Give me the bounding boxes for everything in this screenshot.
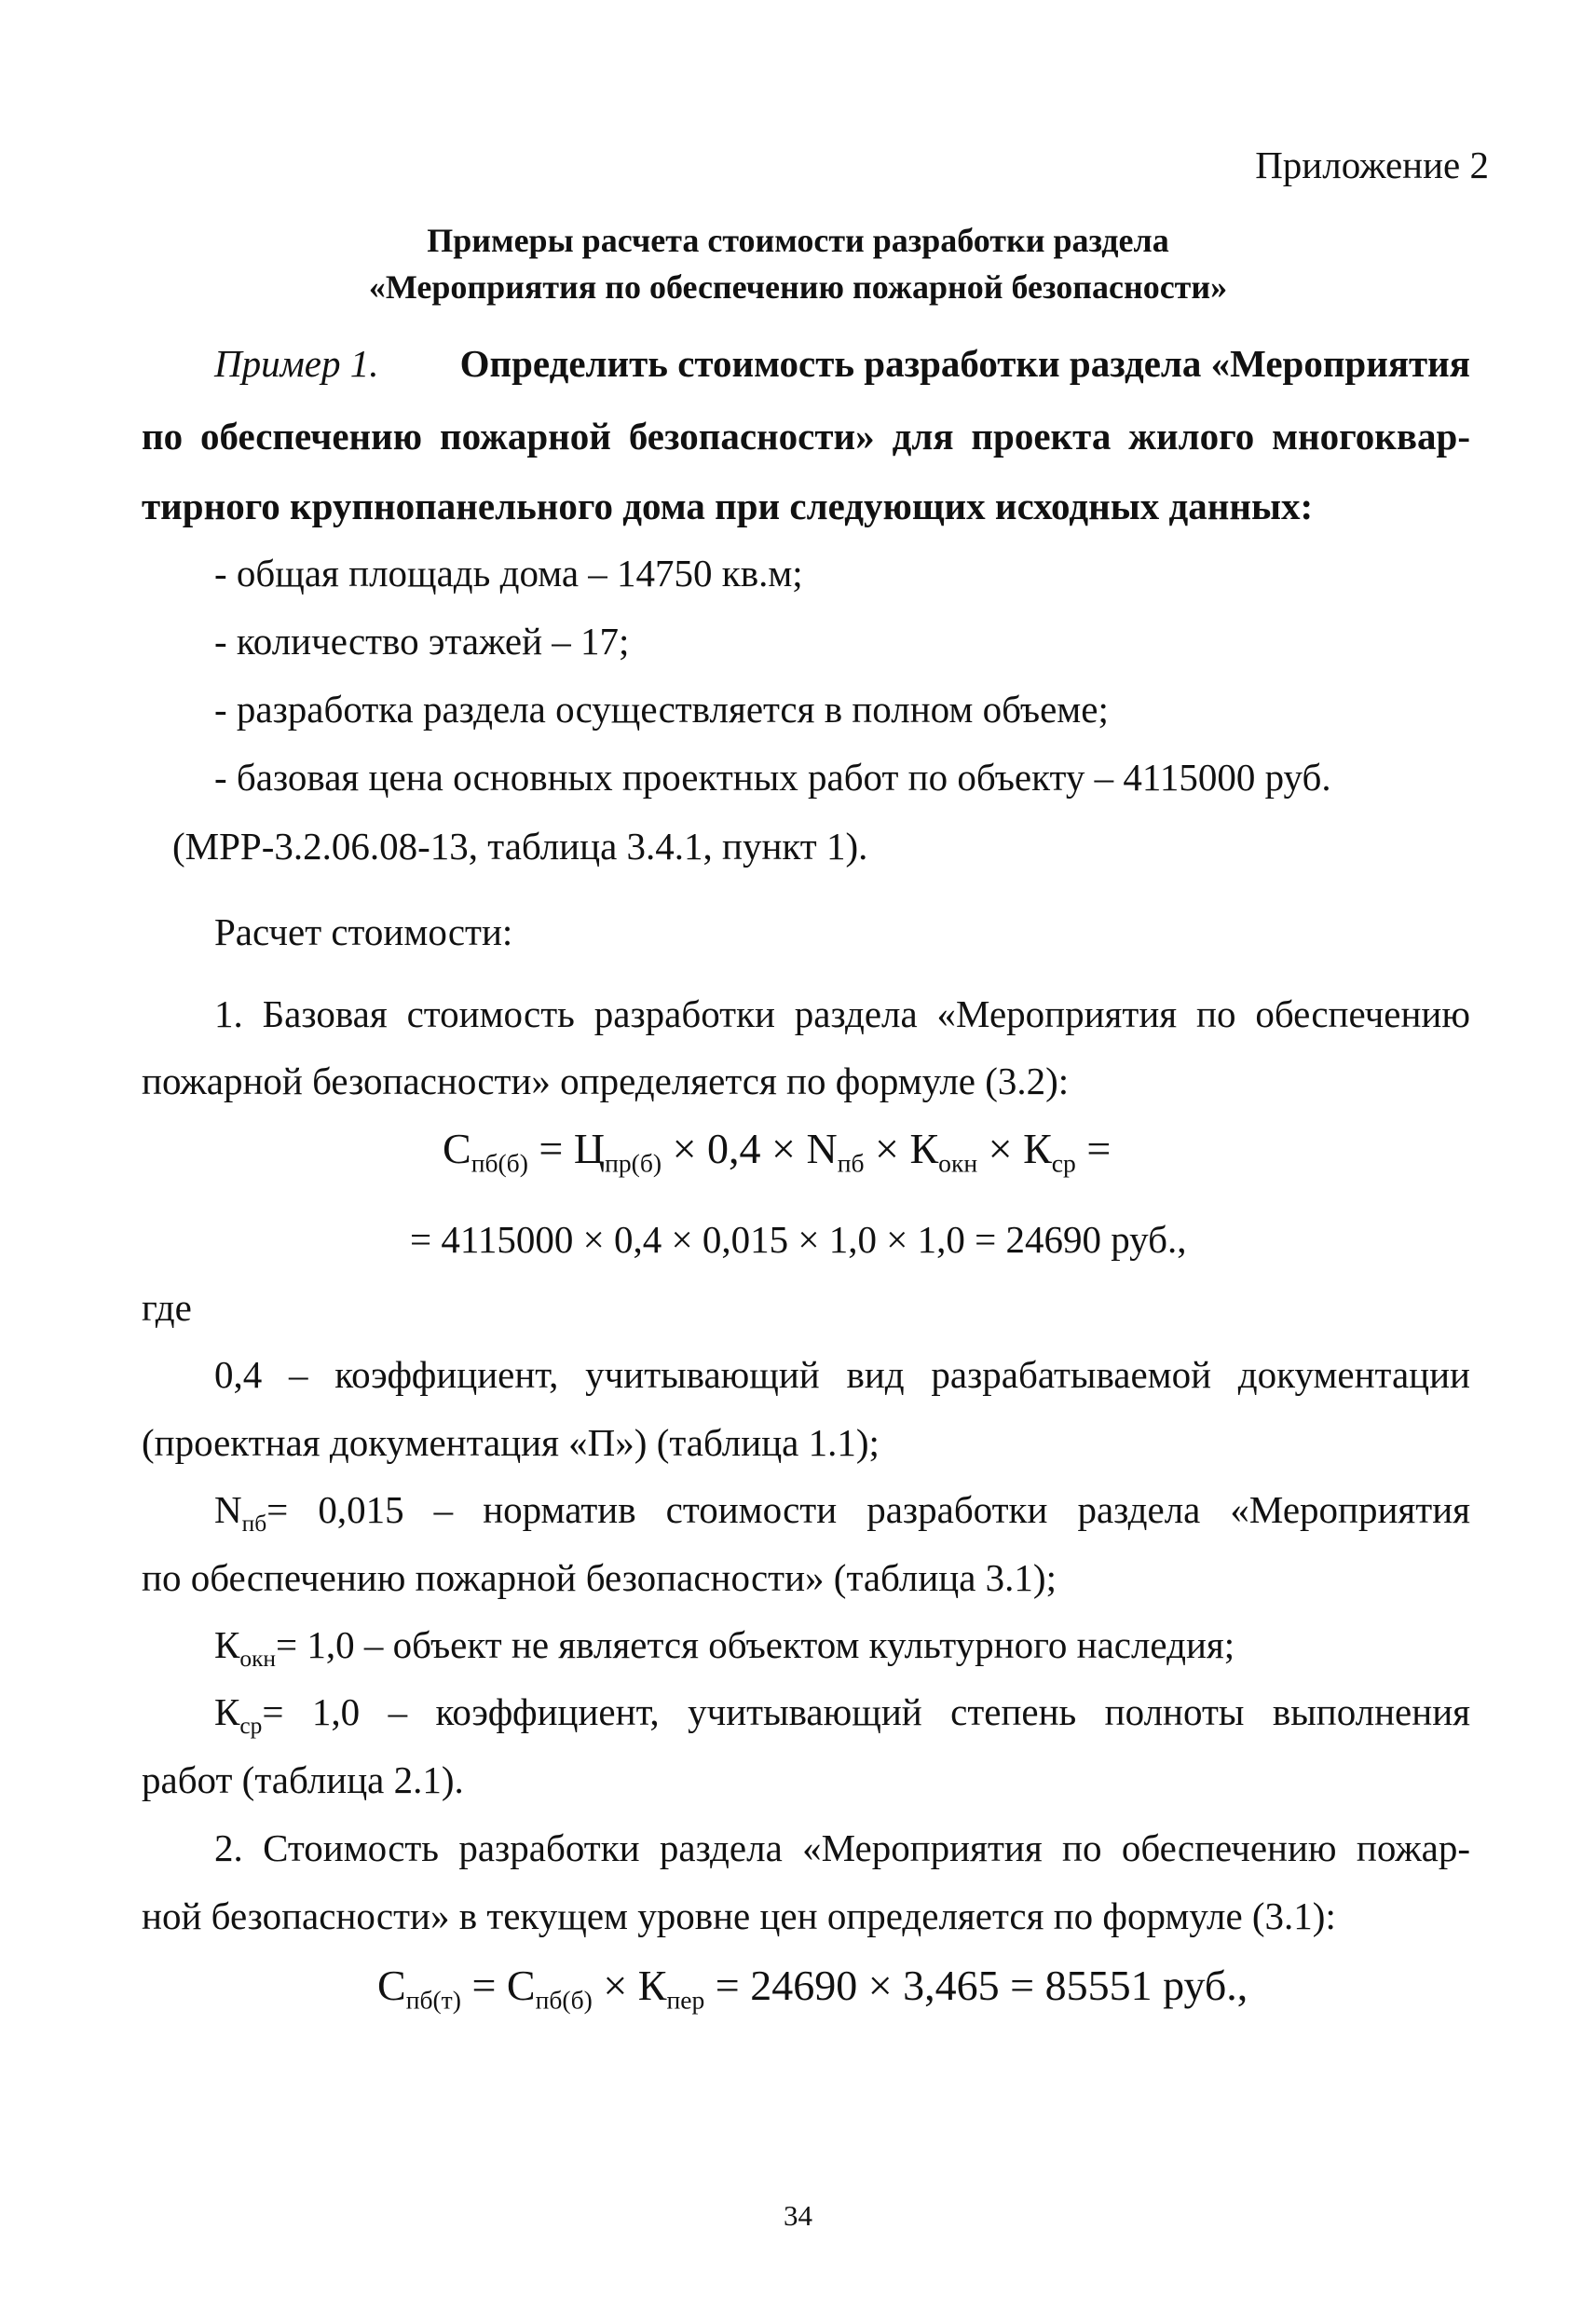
title-line-2: «Мероприятия по обеспечению пожарной безопасности» [368, 268, 1228, 306]
def-4-line-1 [214, 1690, 1470, 1739]
step2-line-1: 2. Стоимость разработки раздела «Мероприятия по обеспечению пожар- [214, 1826, 1470, 1869]
def-1-line-2: (проектная документация «П») (таблица 1.1); [142, 1421, 880, 1464]
def-2-line-1 [214, 1488, 1470, 1537]
bullet-2: - количество этажей – 17; [214, 620, 630, 663]
def-3-line: $К_{окн}= 1,0$ – объект не является объектом культурного наследия; [214, 1623, 1235, 1672]
def-2-line-2: по обеспечению пожарной безопасности» (таблица 3.1); [142, 1556, 1057, 1599]
formula-1: $С_{пб(б)} = Ц_{пр(б)} \times 0,4 \times N_{пб} \times К_{окн} \times К_{ср}$ = [443, 1125, 1112, 1178]
example-text-1: Определить стоимость разработки раздела «Мероприятия [459, 342, 1470, 385]
example-line-3: тирного крупнопанельного дома при следующих исходных данных: [142, 485, 1314, 527]
def-1-line-1: 0,4 – коэффициент, учитывающий вид разрабатываемой документации [214, 1353, 1470, 1396]
formula-2: $С_{пб(т)} = С_{пб(б)} \times К_{пер} = 24690 \times 3,465 = 85551$ руб., [377, 1962, 1248, 2015]
def-4-line-2: работ (таблица 2.1). [142, 1758, 464, 1801]
title-line-1: Примеры расчета стоимости разработки раздела [427, 222, 1169, 259]
step2-line-2: ной безопасности» в текущем уровне цен определяется по формуле (3.1): [142, 1894, 1336, 1937]
def-4-text: = 1,0 – коэффициент, учитывающий степень полноты выполнения [262, 1690, 1470, 1733]
example-label: Пример 1. [214, 342, 379, 385]
def-4-symbol: $К_{ср}$ [214, 1690, 263, 1739]
step1-line-1: 1. Базовая стоимость разработки раздела «Мероприятия по обеспечению [214, 992, 1470, 1035]
def-2-symbol: $N_{пб}$ [214, 1488, 267, 1537]
example-line-1 [214, 342, 1470, 385]
appendix-label: Приложение 2 [1255, 144, 1489, 186]
calc-heading: Расчет стоимости: [214, 910, 513, 953]
bullet-4: - базовая цена основных проектных работ по объекту – 4115000 руб. [214, 756, 1331, 799]
def-2-text: = 0,015 – норматив стоимости разработки раздела «Мероприятия [266, 1488, 1470, 1531]
formula-1-result: = 4115000 × 0,4 × 0,015 × 1,0 × 1,0 = 24690 руб., [410, 1218, 1187, 1261]
reference: (МРР-3.2.06.08-13, таблица 3.4.1, пункт 1). [172, 825, 868, 868]
step1-line-2: пожарной безопасности» определяется по формуле (3.2): [142, 1060, 1070, 1102]
where-label: где [142, 1286, 192, 1329]
example-line-2: по обеспечению пожарной безопасности» для проекта жилого многоквар- [142, 415, 1470, 458]
bullet-1: - общая площадь дома – 14750 кв.м; [214, 552, 803, 595]
bullet-3: - разработка раздела осуществляется в полном объеме; [214, 688, 1109, 731]
page-number: 34 [784, 2199, 812, 2232]
